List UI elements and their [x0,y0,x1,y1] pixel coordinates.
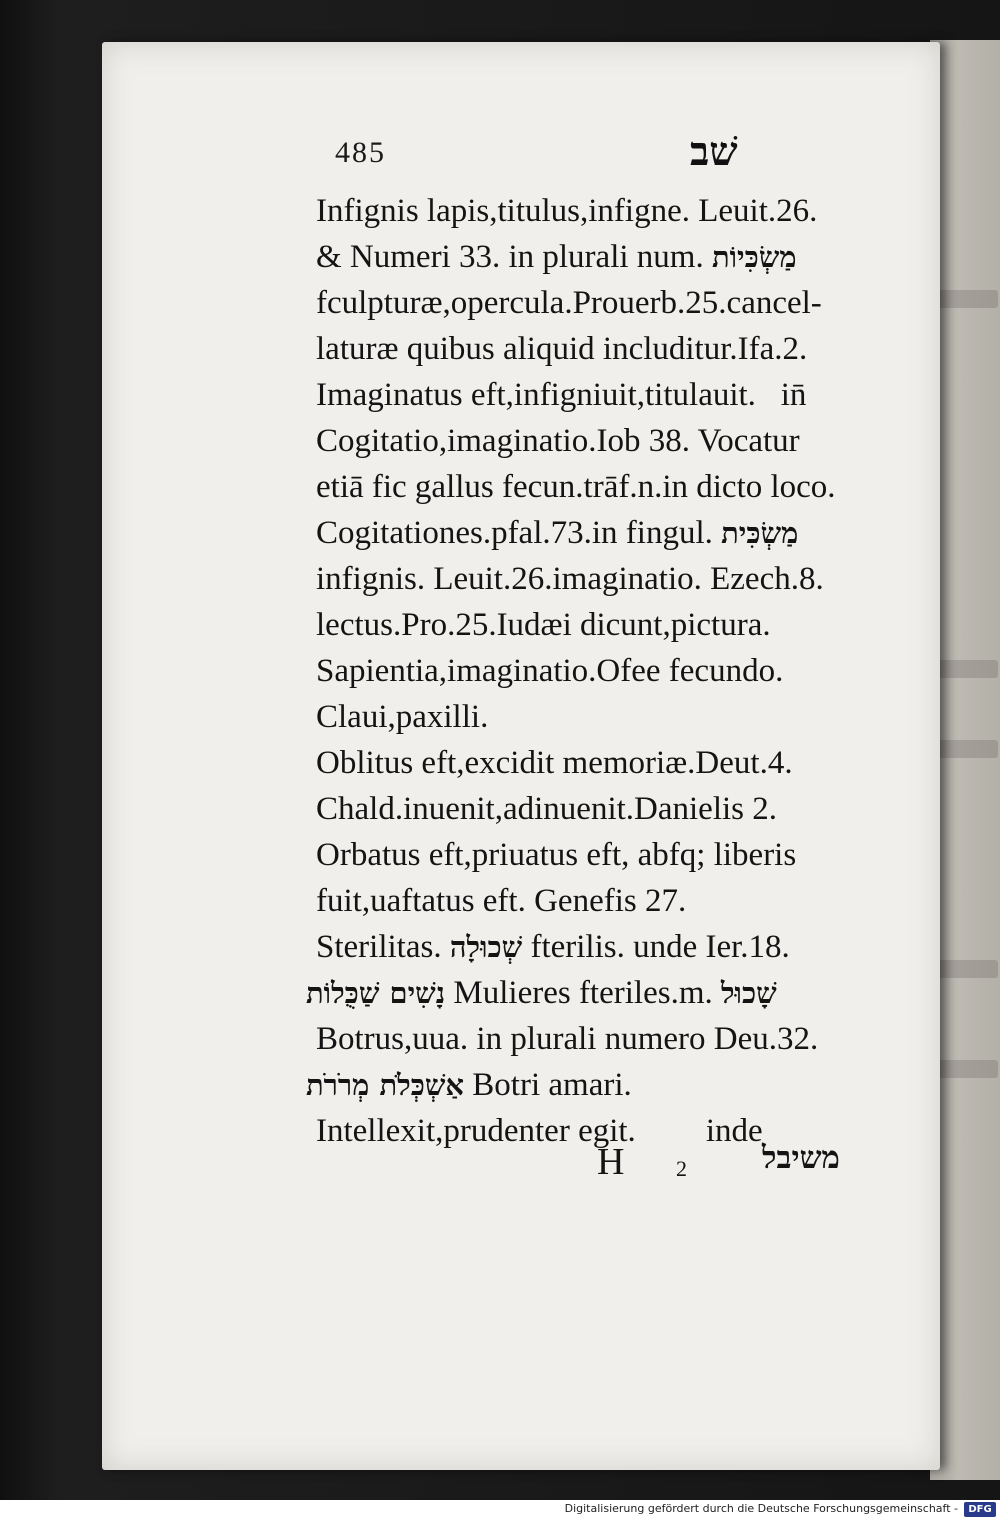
latin-gloss-text: Intellexit,prudenter egit. [316,1113,636,1149]
latin-tail: inde [705,1113,763,1149]
latin-gloss: Botrus,uua. in plurali numero Deu.32. [316,1021,819,1057]
continuation-line [306,1062,906,1108]
latin-gloss [316,372,916,418]
latin-gloss-text: Cogitationes.pfal.73.in fingul. [316,515,713,551]
latin-gloss: Sapientia,imaginatio.Ofee fecundo. [316,653,784,689]
continuation-line: infignis. Leuit.26.imaginatio. Ezech.8. [316,561,824,597]
continuation-line [306,970,906,1016]
latin-gloss: Claui,paxilli. [316,699,489,735]
continuation-line: fculpturæ,opercula.Prouerb.25.cancel- [316,285,822,321]
continuation-line: lectus.Pro.25.Iudæi dicunt,pictura. [316,607,771,643]
latin-gloss-text: Sterilitas. [316,929,442,965]
next-page-edge [930,40,1000,1480]
inline-hebrew: שְׁכוּלָה [449,930,523,964]
inline-hebrew: מַשְׂכִּיוֹת [711,240,797,274]
dfg-logo: DFG [964,1502,996,1517]
latin-gloss-text: Imaginatus eft,infigniuit,titulauit. [316,377,756,413]
inline-hebrew: מַשְׂכִּית [721,516,799,550]
running-head-hebrew: שׁב [690,128,738,175]
inline-hebrew: אַשְׁכְּלֹת מְרֹרֹת [306,1068,465,1102]
latin-gloss-text: fterilis. unde Ier.18. [530,929,790,965]
footer-bar [0,1500,1000,1520]
inline-hebrew: שָׁכוּל [720,976,777,1010]
continuation-line: laturæ quibus aliquid includitur.Ifa.2. [316,331,808,367]
latin-gloss [316,510,916,556]
latin-gloss: Infignis lapis,titulus,infigne. Leuit.26. [316,193,818,229]
latin-gloss: Chald.inuenit,adinuenit.Danielis 2. [316,791,778,827]
latin-gloss: Oblitus eft,excidit memoriæ.Deut.4. [316,745,793,781]
latin-gloss: Cogitatio,imaginatio.Iob 38. Vocatur [316,423,800,459]
latin-gloss [316,924,916,970]
latin-gloss: & Numeri 33. in plurali num. [316,239,704,275]
latin-tail: in̄ [780,377,807,413]
signature-number: 2 [676,1156,687,1181]
latin-gloss-text: Mulieres fteriles.m. [453,975,713,1011]
footer-credit: Digitalisierung gefördert durch die Deutsche Forschungsgemeinschaft - [564,1502,958,1515]
page-number: 485 [335,136,386,169]
inline-hebrew: נָשִׁים שַׁכֻּלוֹת [306,976,446,1010]
continuation-line [316,234,916,280]
continuation-line: etiā fic gallus fecun.trāf.n.in dicto loco. [316,469,836,505]
continuation-line: fuit,uaftatus eft. Genefis 27. [316,883,687,919]
latin-gloss: Orbatus eft,priuatus eft, abfq; liberis [316,837,797,873]
latin-gloss-text: Botri amari. [472,1067,632,1103]
signature-letter: H [597,1141,625,1183]
catchword: משיבל [762,1140,840,1176]
